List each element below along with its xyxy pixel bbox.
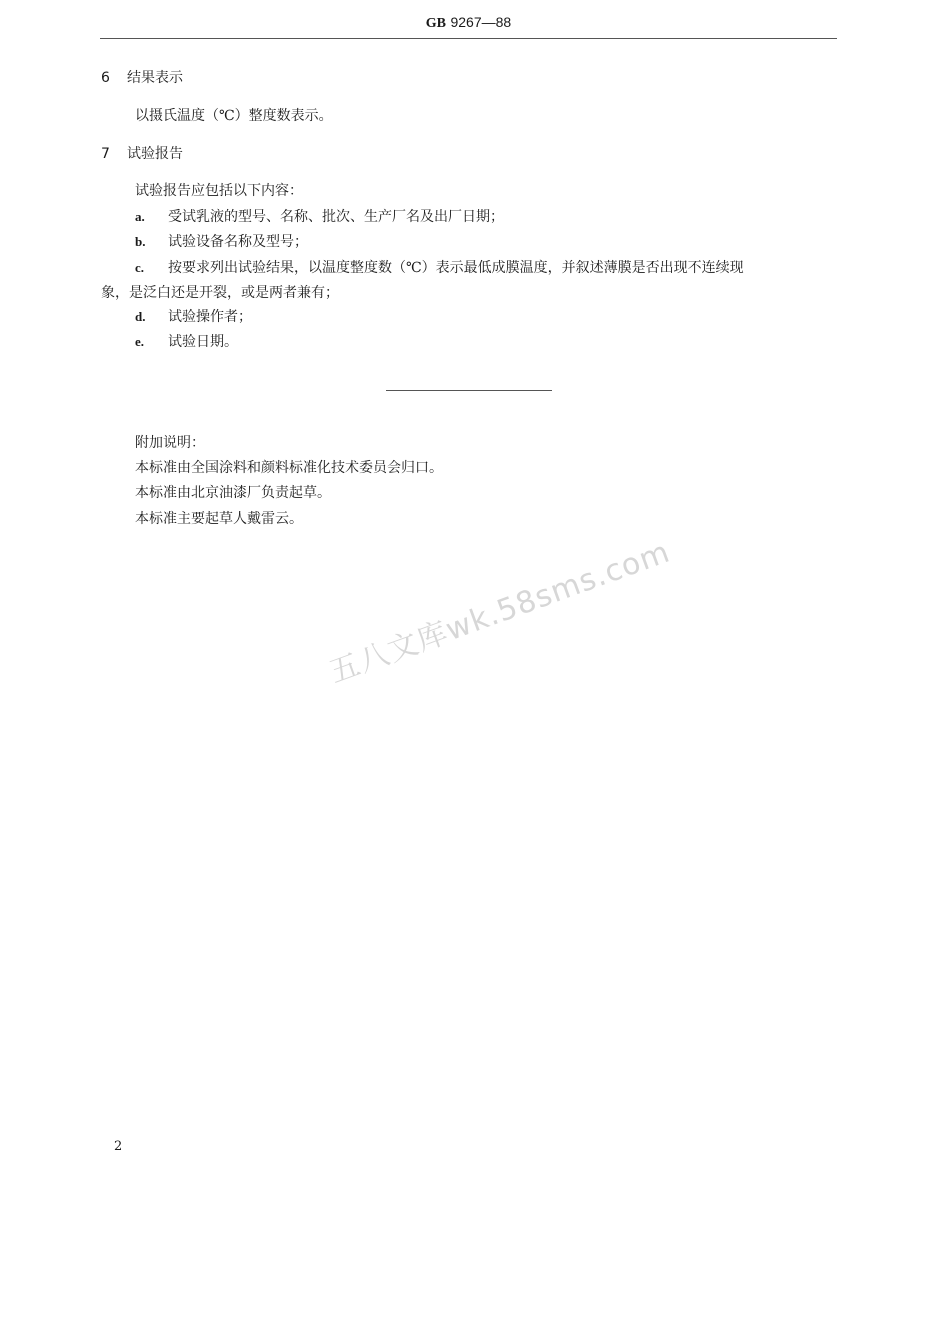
- section-7-number: 7: [101, 146, 110, 162]
- list-item-c-line1: [101, 255, 838, 281]
- list-item-text-c-line2: 象，是泛白还是开裂，或是两者兼有；: [101, 285, 339, 301]
- note-line-3: 本标准主要起草人戴雷云。: [135, 511, 303, 527]
- section-7-intro: 试验报告应包括以下内容：: [135, 183, 303, 199]
- list-item-text-c-line1: 按要求列出试验结果，以温度整度数（℃）表示最低成膜温度，并叙述薄膜是否出现不连续现: [168, 260, 744, 276]
- end-of-standard-rule: [386, 390, 552, 391]
- list-item-label-c: c.: [135, 260, 145, 275]
- section-7-title: 试验报告: [127, 146, 183, 162]
- note-line-2: 本标准由北京油漆厂负责起草。: [135, 485, 331, 501]
- site-watermark: 五八文库wk.58sms.com: [324, 534, 675, 691]
- page-number: 2: [114, 1139, 123, 1154]
- list-item-label-b: b.: [135, 234, 146, 249]
- list-item-text-e: 试验日期。: [168, 334, 238, 350]
- note-line-1: 本标准由全国涂料和颜料标准化技术委员会归口。: [135, 460, 443, 476]
- list-item-text-d: 试验操作者；: [168, 309, 252, 325]
- section-6-number: 6: [101, 70, 110, 86]
- standard-code-number: 9267—88: [450, 14, 512, 30]
- list-item-label-a: a.: [135, 209, 145, 224]
- page-header: [100, 12, 837, 39]
- section-6-title: 结果表示: [127, 70, 183, 86]
- section-6-heading: [101, 68, 183, 88]
- section-7-heading: [101, 144, 183, 164]
- notes-heading: 附加说明：: [135, 435, 205, 451]
- list-item-text-b: 试验设备名称及型号；: [168, 234, 308, 250]
- list-item-label-d: d.: [135, 309, 146, 324]
- list-item-label-e: e.: [135, 334, 145, 349]
- standard-code-prefix: GB: [425, 16, 447, 31]
- list-item-text-a: 受试乳液的型号、名称、批次、生产厂名及出厂日期；: [168, 209, 504, 225]
- section-6-body: 以摄氏温度（℃）整度数表示。: [135, 108, 333, 124]
- list-item-c: [101, 255, 838, 306]
